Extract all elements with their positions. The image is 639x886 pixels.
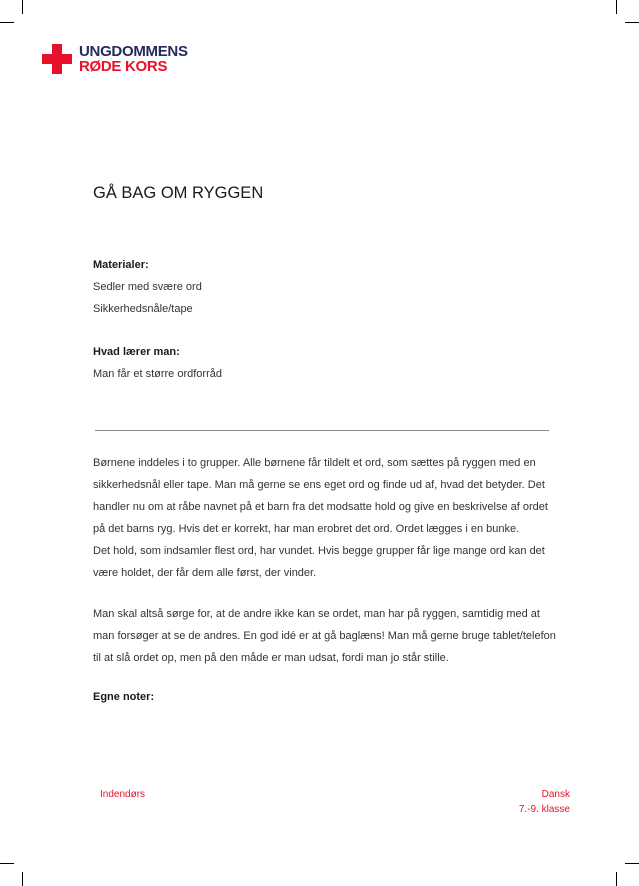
- crop-mark-bottom-right-h: [625, 863, 639, 864]
- crop-mark-bottom-left-h: [0, 863, 14, 864]
- paragraph-1-line: Børnene inddeles i to grupper. Alle børnene får tildelt et ord, som sættes på ryggen med en: [93, 457, 536, 469]
- notes-label: Egne noter:: [93, 691, 155, 703]
- crop-mark-top-right-h: [625, 22, 639, 23]
- paragraph-2: [93, 603, 593, 669]
- materials-label: Materialer:: [93, 259, 149, 271]
- paragraph-1-line: handler nu om at råbe navnet på et barn fra det modsatte hold og give en beskrivelse af ordet: [93, 501, 548, 513]
- materials-item-1: Sedler med svære ord: [93, 281, 202, 293]
- paragraph-2-line: man forsøger at se de andres. En god idé er at gå baglæns! Man må gerne bruge tablet/telefon: [93, 630, 556, 642]
- materials-item-2: Sikkerhedsnåle/tape: [93, 303, 193, 315]
- logo-line-2: RØDE KORS: [79, 58, 168, 75]
- crop-mark-top-left-h: [0, 22, 14, 23]
- page-title: GÅ BAG OM RYGGEN: [93, 184, 264, 202]
- footer-subject: Dansk: [541, 789, 570, 800]
- paragraph-1: [93, 452, 593, 584]
- red-cross-icon: [42, 44, 72, 74]
- paragraph-1-line: sikkerhedsnål eller tape. Man må gerne se ens eget ord og finde ud af, hvad det betyder. Det: [93, 479, 545, 491]
- crop-mark-top-right: [616, 0, 617, 14]
- footer-grade: 7.-9. klasse: [518, 804, 570, 815]
- paragraph-2-line: Man skal altså sørge for, at de andre ikke kan se ordet, man har på ryggen, samtidig med at: [93, 608, 540, 620]
- paragraph-1-line: på det barns ryg. Hvis det er korrekt, har man erobret det ord. Ordet lægges i en bunke.: [93, 523, 520, 535]
- crop-mark-bottom-right: [616, 872, 617, 886]
- paragraph-2-line: til at slå ordet op, men på den måde er man udsat, fordi man jo står stille.: [93, 652, 449, 664]
- paragraph-1-line: være holdet, der får dem alle først, der vinder.: [93, 567, 317, 579]
- crop-mark-bottom-left: [22, 872, 23, 886]
- learn-label: Hvad lærer man:: [93, 346, 180, 358]
- footer-category: Indendørs: [100, 789, 146, 800]
- learn-text: Man får et større ordforråd: [93, 368, 222, 380]
- logo-line-1: UNGDOMMENS: [79, 43, 188, 60]
- brand-logo: [42, 44, 188, 74]
- section-divider: [95, 430, 549, 431]
- paragraph-1-line: Det hold, som indsamler flest ord, har vundet. Hvis begge grupper får lige mange ord kan det: [93, 545, 545, 557]
- crop-mark-top-left: [22, 0, 23, 14]
